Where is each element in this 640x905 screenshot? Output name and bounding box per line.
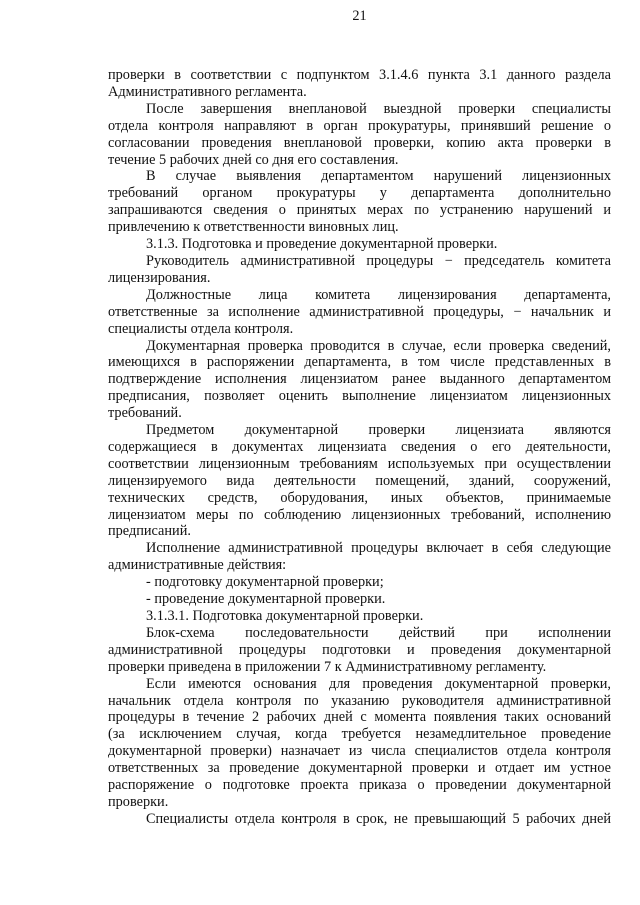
text-line: административной процедуры подготовки и проведения документарной xyxy=(108,641,611,658)
text-line: Исполнение административной процедуры включает в себя следующие xyxy=(146,540,611,557)
text-line: привлечению к ответственности виновных лиц. xyxy=(108,219,399,236)
document-body xyxy=(108,67,611,828)
text-line: отдела контроля направляют в орган прокуратуры, принявший решение о xyxy=(108,117,611,134)
text-line: административные действия: xyxy=(108,557,287,574)
text-line: требований органом прокуратуры у департамента дополнительно xyxy=(108,185,611,202)
page-number: 21 xyxy=(352,8,367,24)
para-5 xyxy=(108,253,611,287)
text-line: предписаний. xyxy=(108,523,191,540)
text-line: согласовании проведения внеплановой проверки, копию акта проверки в xyxy=(108,134,611,151)
text-line: подтверждение исполнения лицензиатом ранее выданного департаментом xyxy=(108,371,611,388)
para-7 xyxy=(108,338,611,423)
para-10 xyxy=(108,574,611,591)
text-line: технических средств, оборудования, иных объектов, принимаемые xyxy=(108,489,611,506)
text-line: Предметом документарной проверки лицензиата являются xyxy=(146,422,611,439)
text-line: имеющихся в распоряжении департамента, в том числе представленных в xyxy=(108,354,611,371)
text-line: соответствии лицензионным требованиям используемых при осуществлении xyxy=(108,455,611,472)
text-line: лицензирования. xyxy=(108,269,211,286)
text-line: процедуры в течение 2 рабочих дней с момента появления таких оснований xyxy=(108,709,611,726)
text-line: Если имеются основания для проведения документарной проверки, xyxy=(146,675,611,692)
para-3 xyxy=(108,168,611,236)
text-line: специалисты отдела контроля. xyxy=(108,320,294,337)
text-line: Специалисты отдела контроля в срок, не превышающий 5 рабочих дней xyxy=(146,810,611,827)
text-line: требований. xyxy=(108,405,182,422)
text-line: документарной проверки) назначает из числа специалистов отдела контроля xyxy=(108,743,611,760)
document-page xyxy=(108,8,611,828)
text-line: проверки приведена в приложении 7 к Административному регламенту. xyxy=(108,658,547,675)
text-line: - подготовку документарной проверки; xyxy=(146,574,384,591)
text-line: начальник отдела контроля по указанию руководителя административной xyxy=(108,692,611,709)
para-6 xyxy=(108,287,611,338)
para-15 xyxy=(108,811,611,828)
text-line: предписания, позволяет оценить выполнение лицензиатом лицензионных xyxy=(108,388,611,405)
text-line: распоряжение о подготовке проекта приказа о проведении документарной xyxy=(108,777,611,794)
text-line: ответственные за исполнение административной процедуры, − начальник и xyxy=(108,303,611,320)
para-2 xyxy=(108,101,611,169)
para-14 xyxy=(108,676,611,811)
text-line: 3.1.3.1. Подготовка документарной проверки. xyxy=(146,608,424,624)
text-line: проверки в соответствии с подпунктом 3.1.4.6 пункта 3.1 данного раздела xyxy=(108,67,611,83)
para-1 xyxy=(108,67,611,101)
text-line: запрашиваются сведения о принятых мерах по устранению нарушений и xyxy=(108,202,611,219)
text-line: течение 5 рабочих дней со дня его составления. xyxy=(108,151,399,168)
text-line: Административного регламента. xyxy=(108,83,307,100)
text-line: содержащиеся в документах лицензиата сведения о его деятельности, xyxy=(108,438,611,455)
para-13 xyxy=(108,625,611,676)
para-8 xyxy=(108,422,611,540)
text-line: Должностные лица комитета лицензирования департамента, xyxy=(146,286,611,303)
text-line: 3.1.3. Подготовка и проведение документарной проверки. xyxy=(146,236,498,253)
para-11 xyxy=(108,591,611,608)
text-line: Блок-схема последовательности действий при исполнении xyxy=(146,624,611,641)
text-line: проверки. xyxy=(108,793,169,810)
text-line: После завершения внеплановой выездной проверки специалисты xyxy=(146,100,611,117)
text-line: - проведение документарной проверки. xyxy=(146,591,386,608)
text-line: Руководитель административной процедуры − председатель комитета xyxy=(146,252,611,269)
text-line: лицензируемого вида деятельности помещений, зданий, сооружений, xyxy=(108,472,611,489)
text-line: лицензиатом меры по соблюдению лицензионных требований, исполнению xyxy=(108,506,611,523)
text-line: В случае выявления департаментом нарушений лицензионных xyxy=(146,168,611,185)
text-line: ответственных за проведение документарной проверки и отдает им устное xyxy=(108,760,611,777)
text-line: (за исключением случая, когда требуется незамедлительное проведение xyxy=(108,726,611,743)
para-12 xyxy=(108,608,611,625)
para-9 xyxy=(108,540,611,574)
text-line: Документарная проверка проводится в случае, если проверка сведений, xyxy=(146,337,611,354)
para-4 xyxy=(108,236,611,253)
